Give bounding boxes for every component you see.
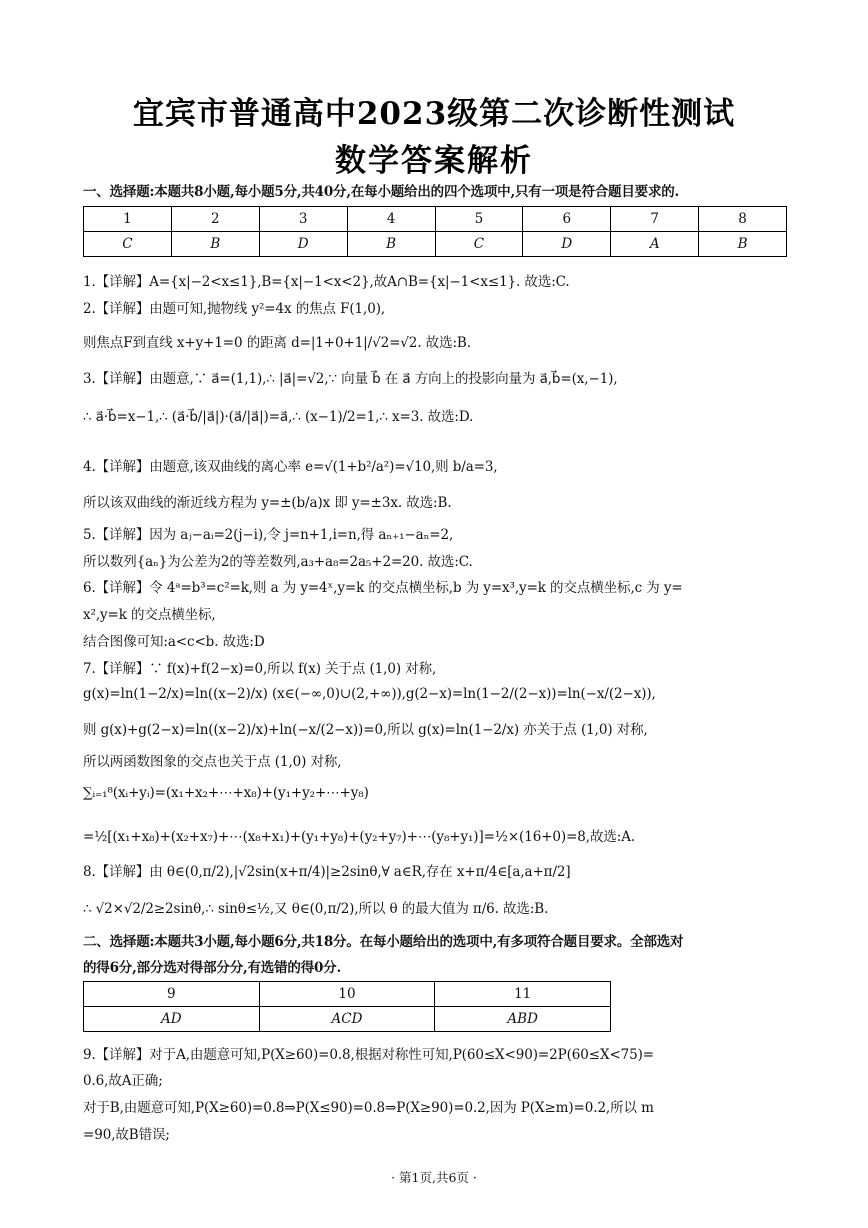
solution-line: 结合图像可知:a<c<b. 故选:D bbox=[83, 634, 265, 650]
table-cell: 4 bbox=[347, 207, 435, 232]
table-cell: 5 bbox=[435, 207, 523, 232]
solution-line: ∴ √2×√2/2≥2sinθ,∴ sinθ≤½,又 θ∈(0,π/2),所以 θ 的最大值为 π/6. 故选:B. bbox=[83, 901, 549, 917]
table-row bbox=[84, 232, 787, 257]
section-2-heading: 二、选择题:本题共3小题,每小题6分,共18分。在每小题给出的选项中,有多项符合题目要求。全部选对 bbox=[83, 934, 684, 950]
page-subtitle: 数学答案解析 bbox=[335, 143, 533, 179]
solution-line: =90,故B错误; bbox=[83, 1127, 170, 1143]
solution-line: 则焦点F到直线 x+y+1=0 的距离 d=|1+0+1|/√2=√2. 故选:B. bbox=[83, 335, 471, 351]
solution-line: 6.【详解】令 4ᵃ=b³=c²=k,则 a 为 y=4ˣ,y=k 的交点横坐标,b 为 y=x³,y=k 的交点横坐标,c 为 y= bbox=[83, 580, 683, 596]
solution-line: 3.【详解】由题意,∵ a⃗=(1,1),∴ |a⃗|=√2,∵ 向量 b⃗ 在 a⃗ 方向上的投影向量为 a⃗,b⃗=(x,−1), bbox=[83, 371, 618, 387]
solution-line: 1.【详解】A={x|−2<x≤1},B={x|−1<x<2},故A∩B={x|−1<x≤1}. 故选:C. bbox=[83, 274, 570, 290]
table-cell: 1 bbox=[84, 207, 172, 232]
table-row bbox=[84, 982, 611, 1007]
table-cell: 6 bbox=[523, 207, 611, 232]
section-2-heading-continued: 的得6分,部分选对得部分分,有选错的得0分. bbox=[83, 960, 341, 976]
table-cell: B bbox=[699, 232, 787, 257]
solution-line: 0.6,故A正确; bbox=[83, 1073, 163, 1089]
page-footer: · 第1页,共6页 · bbox=[391, 1170, 477, 1185]
solution-line: 2.【详解】由题可知,抛物线 y²=4x 的焦点 F(1,0), bbox=[83, 301, 386, 317]
solution-line: 所以两函数图象的交点也关于点 (1,0) 对称, bbox=[83, 754, 342, 770]
solution-line: x²,y=k 的交点横坐标, bbox=[83, 607, 216, 623]
answer-table-2 bbox=[83, 981, 611, 1032]
table-cell: 8 bbox=[699, 207, 787, 232]
table-cell: B bbox=[347, 232, 435, 257]
table-cell: C bbox=[435, 232, 523, 257]
table-cell: 3 bbox=[259, 207, 347, 232]
table-cell: ABD bbox=[435, 1007, 611, 1032]
solution-line: 5.【详解】因为 aⱼ−aᵢ=2(j−i),令 j=n+1,i=n,得 aₙ₊₁−aₙ=2, bbox=[83, 527, 454, 543]
page-title: 宜宾市普通高中2023级第二次诊断性测试 bbox=[132, 96, 736, 132]
solution-line: =½[(x₁+x₈)+(x₂+x₇)+⋯(x₈+x₁)+(y₁+y₈)+(y₂+y₇)+⋯(y₈+y₁)]=½×(16+0)=8,故选:A. bbox=[83, 829, 636, 845]
table-cell: 10 bbox=[259, 982, 435, 1007]
solution-line: 8.【详解】由 θ∈(0,π/2),|√2sin(x+π/4)|≥2sinθ,∀ a∈R,存在 x+π/4∈[a,a+π/2] bbox=[83, 864, 571, 880]
solution-line: ∴ a⃗·b⃗=x−1,∴ (a⃗·b⃗/|a⃗|)·(a⃗/|a⃗|)=a⃗,∴ (x−1)/2=1,∴ x=3. 故选:D. bbox=[83, 409, 474, 425]
table-cell: 2 bbox=[171, 207, 259, 232]
section-1-heading: 一、选择题:本题共8小题,每小题5分,共40分,在每小题给出的四个选项中,只有一项是符合题目要求的. bbox=[83, 184, 680, 200]
solution-line: 则 g(x)+g(2−x)=ln((x−2)/x)+ln(−x/(2−x))=0,所以 g(x)=ln(1−2/x) 亦关于点 (1,0) 对称, bbox=[83, 722, 648, 738]
table-cell: C bbox=[84, 232, 172, 257]
table-cell: 9 bbox=[84, 982, 260, 1007]
table-row bbox=[84, 1007, 611, 1032]
solution-line: 所以数列{aₙ}为公差为2的等差数列,a₃+a₈=2a₅+2=20. 故选:C. bbox=[83, 554, 473, 570]
table-cell: D bbox=[523, 232, 611, 257]
table-cell: 11 bbox=[435, 982, 611, 1007]
table-cell: ACD bbox=[259, 1007, 435, 1032]
table-cell: D bbox=[259, 232, 347, 257]
table-row bbox=[84, 207, 787, 232]
solution-line: 所以该双曲线的渐近线方程为 y=±(b/a)x 即 y=±3x. 故选:B. bbox=[83, 495, 452, 511]
solution-line: g(x)=ln(1−2/x)=ln((x−2)/x) (x∈(−∞,0)∪(2,+∞)),g(2−x)=ln(1−2/(2−x))=ln(−x/(2−x)), bbox=[83, 686, 656, 702]
table-cell: 7 bbox=[611, 207, 699, 232]
solution-line: 4.【详解】由题意,该双曲线的离心率 e=√(1+b²/a²)=√10,则 b/a=3, bbox=[83, 459, 498, 475]
table-cell: A bbox=[611, 232, 699, 257]
table-cell: AD bbox=[84, 1007, 260, 1032]
solution-line: 9.【详解】对于A,由题意可知,P(X≥60)=0.8,根据对称性可知,P(60≤X<90)=2P(60≤X<75)= bbox=[83, 1047, 655, 1063]
solution-line: 对于B,由题意可知,P(X≥60)=0.8⇒P(X≤90)=0.8⇒P(X≥90)=0.2,因为 P(X≥m)=0.2,所以 m bbox=[83, 1100, 654, 1116]
solution-line: ∑ᵢ₌₁⁸(xᵢ+yᵢ)=(x₁+x₂+⋯+x₈)+(y₁+y₂+⋯+y₈) bbox=[83, 785, 369, 801]
table-cell: B bbox=[171, 232, 259, 257]
solution-line: 7.【详解】∵ f(x)+f(2−x)=0,所以 f(x) 关于点 (1,0) 对称, bbox=[83, 661, 437, 677]
answer-table-1 bbox=[83, 206, 787, 257]
